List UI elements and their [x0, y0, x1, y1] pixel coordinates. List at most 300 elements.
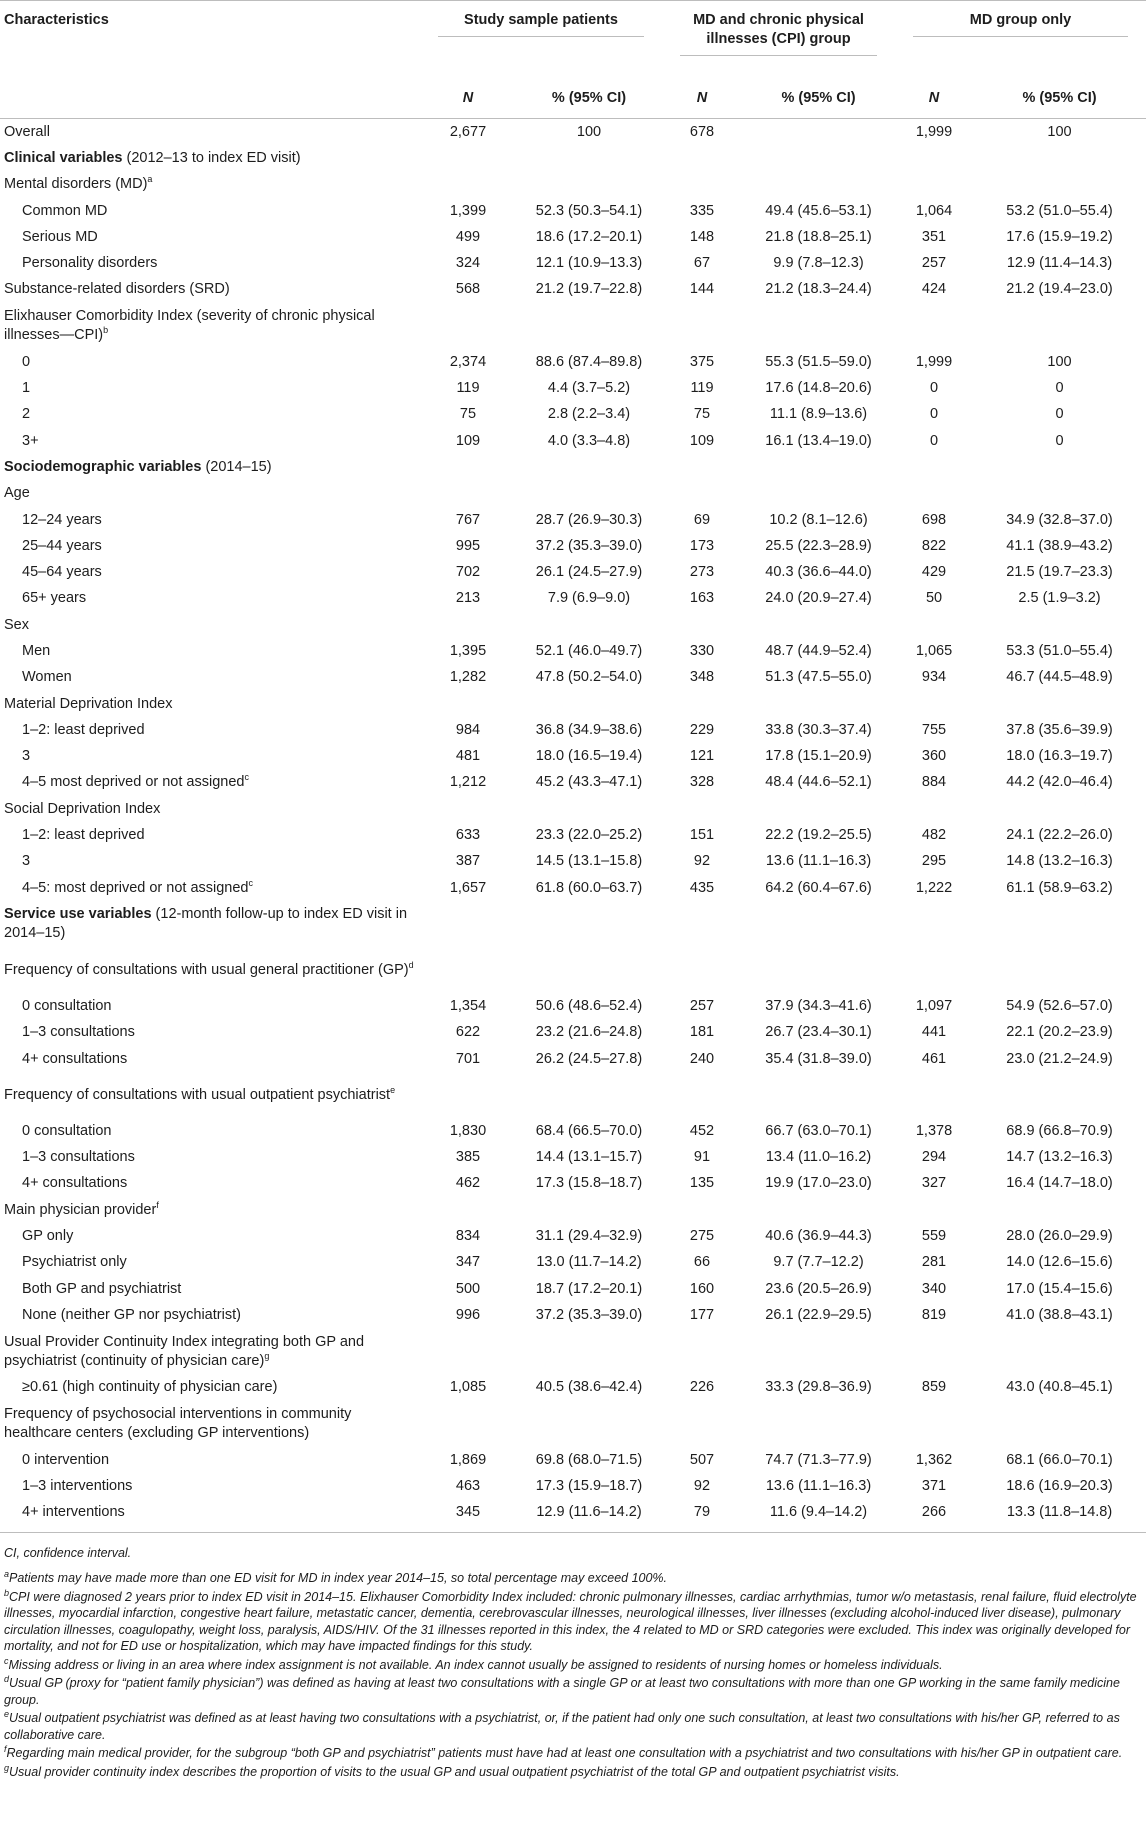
percent-cell: 40.5 (38.6–42.4): [535, 1379, 643, 1396]
count-cell: 0: [929, 406, 939, 423]
row-label: 4–5: most deprived or not assigned$^c$: [22, 877, 253, 896]
table-body: [0, 119, 1146, 1533]
percent-cell: 18.7 (17.2–20.1): [535, 1280, 643, 1297]
header-study-sample: Study sample patients: [420, 1, 662, 80]
count-cell: 387: [455, 853, 481, 870]
percent-cell: 17.0 (15.4–15.6): [1006, 1280, 1113, 1297]
percent-cell: 9.9 (7.8–12.3): [773, 255, 864, 272]
empty-cell: [420, 901, 516, 947]
percent-cell: 26.1 (24.5–27.9): [535, 564, 643, 581]
row-label: Overall: [4, 123, 50, 140]
count-cell: 348: [689, 669, 715, 686]
empty-cell: [662, 796, 742, 822]
table-row: [0, 1072, 1146, 1118]
empty-cell: [895, 1401, 973, 1447]
row-label: Usual Provider Continuity Index integrating both GP and psychiatrist (continuity of physician care)$^g$: [4, 1333, 365, 1369]
table-row: [0, 277, 1146, 303]
footnote: $^c$Missing address or living in an area where index assignment is not available. An index cannot usually be assigned to residents of nursing homes or homeless individuals.: [4, 1655, 943, 1672]
percent-cell: 88.6 (87.4–89.8): [535, 353, 643, 370]
table-row: [0, 1302, 1146, 1328]
percent-cell: 37.2 (35.3–39.0): [535, 537, 643, 554]
percent-cell: 21.8 (18.8–25.1): [765, 228, 872, 245]
footnote-marker: a: [4, 1569, 10, 1580]
table-row: [0, 198, 1146, 224]
percent-cell: 17.3 (15.9–18.7): [535, 1477, 643, 1494]
count-cell: 462: [455, 1175, 481, 1192]
empty-cell: [895, 612, 973, 638]
table-row: [0, 1473, 1146, 1499]
row-label: Women: [22, 669, 72, 686]
empty-cell: [973, 1329, 1146, 1375]
percent-cell: 74.7 (71.3–77.9): [765, 1451, 872, 1468]
count-cell: 324: [455, 255, 481, 272]
percent-cell: 4.0 (3.3–4.8): [547, 432, 631, 449]
table-row: [0, 349, 1146, 375]
table-row: [0, 250, 1146, 276]
percent-cell: 4.4 (3.7–5.2): [547, 380, 631, 397]
empty-cell: [420, 1329, 516, 1375]
count-cell: 1,657: [449, 879, 487, 896]
percent-cell: 52.3 (50.3–54.1): [535, 202, 643, 219]
count-cell: 66: [693, 1254, 711, 1271]
empty-cell: [742, 691, 895, 717]
row-label: Substance-related disorders (SRD): [4, 281, 230, 298]
row-label: Age: [4, 485, 30, 502]
percent-cell: 25.5 (22.3–28.9): [765, 537, 872, 554]
count-cell: 995: [455, 537, 481, 554]
percent-cell: 40.3 (36.6–44.0): [765, 564, 872, 581]
count-cell: 135: [689, 1175, 715, 1192]
count-cell: 702: [455, 564, 481, 581]
percent-cell: 16.4 (14.7–18.0): [1006, 1175, 1113, 1192]
row-label: 1–3 consultations: [22, 1149, 135, 1166]
empty-cell: [420, 303, 516, 349]
table-row: [0, 481, 1146, 507]
percent-cell: 26.1 (22.9–29.5): [765, 1306, 872, 1323]
percent-cell: 0: [1055, 380, 1064, 397]
count-cell: 375: [689, 353, 715, 370]
table-row: [0, 533, 1146, 559]
count-cell: 275: [689, 1228, 715, 1245]
count-cell: 984: [455, 721, 481, 738]
empty-cell: [895, 145, 973, 171]
row-label: Serious MD: [22, 228, 98, 245]
table-row: [0, 303, 1146, 349]
table-row: [0, 559, 1146, 585]
percent-cell: 14.0 (12.6–15.6): [1006, 1254, 1113, 1271]
table-row: [0, 665, 1146, 691]
percent-cell: 12.9 (11.6–14.2): [516, 1499, 662, 1532]
percent-cell: 48.4 (44.6–52.1): [765, 774, 872, 791]
count-cell: 568: [455, 281, 481, 298]
count-cell: 2,374: [449, 353, 487, 370]
footnote-marker: c: [4, 1655, 9, 1666]
count-cell: 2,677: [449, 123, 487, 140]
empty-cell: [516, 901, 662, 947]
count-cell: 1,282: [449, 669, 487, 686]
empty-cell: [662, 172, 742, 198]
percent-cell: 64.2 (60.4–67.6): [765, 879, 872, 896]
section-label: Service use variables (12-month follow-up to index ED visit in 2014–15): [4, 906, 408, 942]
header-empty: [0, 79, 420, 119]
row-label: 3+: [22, 432, 39, 449]
row-label: Frequency of psychosocial interventions in community healthcare centers (excluding GP interventions): [4, 1405, 352, 1441]
footnote-marker: f: [156, 1199, 159, 1210]
count-cell: 884: [921, 774, 947, 791]
percent-cell: 46.7 (44.5–48.9): [1006, 669, 1113, 686]
count-cell: 273: [689, 564, 715, 581]
table-row: [0, 947, 1146, 993]
empty-cell: [973, 172, 1146, 198]
empty-cell: [973, 303, 1146, 349]
row-label: Main physician provider$^f$: [4, 1199, 159, 1218]
empty-cell: [895, 481, 973, 507]
empty-cell: [973, 796, 1146, 822]
table-row: [0, 224, 1146, 250]
footnote: $^d$Usual GP (proxy for “patient family physician”) was defined as having at least two consultations with a single GP or at least two consultations with more than one GP working in the same family medicine group.: [4, 1674, 1120, 1707]
table-row: [0, 796, 1146, 822]
percent-cell: 13.4 (11.0–16.2): [765, 1149, 872, 1166]
percent-cell: 22.1 (20.2–23.9): [1006, 1024, 1113, 1041]
empty-cell: [895, 1072, 973, 1118]
empty-cell: [420, 1072, 516, 1118]
table-row: [0, 875, 1146, 901]
empty-cell: [662, 1401, 742, 1447]
table-row: [0, 1171, 1146, 1197]
empty-cell: [516, 1072, 662, 1118]
count-cell: 0: [929, 380, 939, 397]
percent-cell: 54.9 (52.6–57.0): [1006, 997, 1113, 1014]
row-label: Both GP and psychiatrist: [22, 1280, 182, 1297]
count-cell: 340: [921, 1280, 947, 1297]
empty-cell: [973, 612, 1146, 638]
header-n: N: [895, 79, 973, 119]
table-row: [0, 612, 1146, 638]
count-cell: 229: [689, 721, 715, 738]
row-label: 2: [22, 406, 31, 423]
empty-cell: [895, 303, 973, 349]
table-row: [0, 691, 1146, 717]
footnote-marker: f: [4, 1744, 7, 1755]
count-cell: 109: [689, 432, 715, 449]
row-label: Elixhauser Comorbidity Index (severity of chronic physical illnesses—CPI)$^b$: [4, 308, 375, 344]
empty-cell: [742, 947, 895, 993]
count-cell: 678: [689, 123, 715, 140]
empty-cell: [742, 612, 895, 638]
table-row: [0, 1046, 1146, 1072]
header-md-cpi-group: MD and chronic physical illnesses (CPI) group: [662, 1, 895, 80]
table-row: [0, 1250, 1146, 1276]
empty-cell: [516, 1329, 662, 1375]
percent-cell: 44.2 (42.0–46.4): [1006, 774, 1113, 791]
empty-cell: [516, 172, 662, 198]
empty-cell: [662, 691, 742, 717]
percent-cell: 2.5 (1.9–3.2): [1018, 590, 1101, 607]
count-cell: 1,999: [915, 123, 953, 140]
percent-cell: 14.4 (13.1–15.7): [535, 1149, 643, 1166]
percent-cell: 68.1 (66.0–70.1): [1006, 1451, 1113, 1468]
count-cell: 755: [921, 721, 947, 738]
count-cell: 79: [662, 1499, 742, 1532]
row-label: 3: [22, 853, 31, 870]
empty-cell: [742, 796, 895, 822]
count-cell: 1,064: [915, 202, 953, 219]
header-pct: % (95% CI): [516, 79, 662, 119]
count-cell: 463: [455, 1477, 481, 1494]
percent-cell: 17.6 (14.8–20.6): [765, 380, 872, 397]
count-cell: 1,085: [449, 1379, 487, 1396]
count-cell: 633: [455, 827, 481, 844]
empty-cell: [973, 1072, 1146, 1118]
percent-cell: 16.1 (13.4–19.0): [765, 432, 872, 449]
percent-cell: 100: [1047, 353, 1072, 370]
percent-cell: 37.8 (35.6–39.9): [1006, 721, 1113, 738]
percent-cell: 24.0 (20.9–27.4): [765, 590, 872, 607]
percent-cell: 24.1 (22.2–26.0): [1006, 827, 1113, 844]
empty-cell: [420, 454, 516, 480]
count-cell: 92: [693, 1477, 711, 1494]
count-cell: 177: [689, 1306, 715, 1323]
count-cell: 701: [455, 1050, 481, 1067]
count-cell: 559: [921, 1228, 947, 1245]
empty-cell: [742, 172, 895, 198]
table-row: [0, 1276, 1146, 1302]
row-label: Frequency of consultations with usual general practitioner (GP)$^d$: [4, 959, 414, 978]
percent-cell: 35.4 (31.8–39.0): [765, 1050, 872, 1067]
count-cell: 181: [689, 1024, 715, 1041]
empty-cell: [895, 947, 973, 993]
empty-cell: [662, 145, 742, 171]
row-label: 1–3 consultations: [22, 1024, 135, 1041]
count-cell: 144: [689, 281, 715, 298]
footnote: CI, confidence interval.: [4, 1545, 132, 1560]
percent-cell: 33.8 (30.3–37.4): [765, 721, 872, 738]
count-cell: 507: [689, 1451, 715, 1468]
count-cell: 1,395: [449, 642, 487, 659]
footnote-marker: g: [4, 1762, 10, 1773]
count-cell: 173: [689, 537, 715, 554]
count-cell: 461: [921, 1050, 947, 1067]
count-cell: 698: [921, 511, 947, 528]
count-cell: 1,222: [915, 879, 953, 896]
percent-cell: 14.8 (13.2–16.3): [1006, 853, 1113, 870]
percent-cell: 26.2 (24.5–27.8): [535, 1050, 643, 1067]
row-label: 4–5 most deprived or not assigned$^c$: [22, 772, 249, 791]
table-row: [0, 638, 1146, 664]
percent-cell: 11.6 (9.4–14.2): [742, 1499, 895, 1532]
count-cell: 385: [455, 1149, 481, 1166]
row-label: 12–24 years: [22, 511, 102, 528]
count-cell: 934: [921, 669, 947, 686]
count-cell: 834: [455, 1228, 481, 1245]
row-label: None (neither GP nor psychiatrist): [22, 1306, 241, 1323]
empty-cell: [516, 691, 662, 717]
count-cell: 622: [455, 1024, 481, 1041]
table-row: [0, 1145, 1146, 1171]
empty-cell: [516, 454, 662, 480]
percent-cell: 2.8 (2.2–3.4): [547, 406, 631, 423]
empty-cell: [420, 796, 516, 822]
percent-cell: 12.1 (10.9–13.3): [535, 255, 643, 272]
percent-cell: 13.6 (11.1–16.3): [765, 1477, 872, 1494]
percent-cell: 21.2 (19.7–22.8): [535, 281, 643, 298]
percent-cell: 68.9 (66.8–70.9): [1006, 1122, 1113, 1139]
empty-cell: [420, 145, 516, 171]
percent-cell: 21.2 (19.4–23.0): [1006, 281, 1113, 298]
count-cell: 1,869: [449, 1451, 487, 1468]
footnote-marker: d: [4, 1674, 10, 1685]
header-n: N: [662, 79, 742, 119]
empty-cell: [516, 1197, 662, 1223]
percent-cell: 14.7 (13.2–16.3): [1006, 1149, 1113, 1166]
footnote-marker: d: [408, 959, 414, 970]
row-label: 1–3 interventions: [22, 1477, 133, 1494]
row-label: 0 intervention: [22, 1451, 110, 1468]
empty-cell: [973, 1197, 1146, 1223]
count-cell: 1,354: [449, 997, 487, 1014]
count-cell: 69: [693, 511, 711, 528]
empty-cell: [516, 1401, 662, 1447]
row-label: 4+ interventions: [0, 1499, 420, 1532]
empty-cell: [420, 481, 516, 507]
percent-cell: 11.1 (8.9–13.6): [769, 406, 868, 423]
table-row: [0, 744, 1146, 770]
empty-cell: [662, 1072, 742, 1118]
row-label: 1–2: least deprived: [22, 827, 145, 844]
footnote: $^a$Patients may have made more than one ED visit for MD in index year 2014–15, so total percentage may exceed 100%.: [4, 1569, 668, 1586]
percent-cell: 0: [1055, 432, 1064, 449]
percent-cell: 18.6 (17.2–20.1): [535, 228, 643, 245]
footnote-marker: b: [103, 325, 109, 336]
empty-cell: [895, 691, 973, 717]
count-cell: 151: [689, 827, 715, 844]
empty-cell: [895, 1197, 973, 1223]
row-label: Sex: [4, 616, 29, 633]
header-md-only-group: MD group only: [895, 1, 1146, 80]
empty-cell: [973, 947, 1146, 993]
footnote-marker: g: [264, 1350, 270, 1361]
percent-cell: 13.3 (11.8–14.8): [973, 1499, 1146, 1532]
empty-cell: [420, 1197, 516, 1223]
count-cell: 500: [455, 1280, 481, 1297]
empty-cell: [742, 1197, 895, 1223]
count-cell: 822: [921, 537, 947, 554]
empty-cell: [895, 901, 973, 947]
count-cell: 859: [921, 1379, 947, 1396]
table-row: [0, 1499, 1146, 1532]
count-cell: 481: [455, 748, 481, 765]
empty-cell: [420, 947, 516, 993]
percent-cell: 21.2 (18.3–24.4): [765, 281, 872, 298]
percent-cell: 9.7 (7.7–12.2): [773, 1254, 864, 1271]
percent-cell: 45.2 (43.3–47.1): [535, 774, 643, 791]
count-cell: 91: [693, 1149, 711, 1166]
table-row: [0, 849, 1146, 875]
percent-cell: 43.0 (40.8–45.1): [1006, 1379, 1113, 1396]
empty-cell: [420, 612, 516, 638]
count-cell: 121: [689, 748, 715, 765]
count-cell: 499: [455, 228, 481, 245]
empty-cell: [662, 303, 742, 349]
count-cell: 351: [921, 228, 947, 245]
count-cell: 429: [921, 564, 947, 581]
percent-cell: 37.9 (34.3–41.6): [765, 997, 872, 1014]
table-row: [0, 454, 1146, 480]
percent-cell: 47.8 (50.2–54.0): [535, 669, 643, 686]
footnote: $^e$Usual outpatient psychiatrist was defined as at least having two consultations with a psychiatrist, or, if the patient had only one such consultation, at least two consultations with his/her GP, referred to as collaborative care.: [4, 1709, 1120, 1742]
count-cell: 441: [921, 1024, 947, 1041]
row-label: Frequency of consultations with usual outpatient psychiatrist$^e$: [4, 1084, 396, 1103]
empty-cell: [662, 1329, 742, 1375]
row-label: 25–44 years: [22, 537, 102, 554]
empty-cell: [895, 454, 973, 480]
row-label: 0 consultation: [22, 997, 112, 1014]
percent-cell: 50.6 (48.6–52.4): [535, 997, 643, 1014]
row-label: 1–2: least deprived: [22, 721, 145, 738]
percent-cell: 10.2 (8.1–12.6): [769, 511, 868, 528]
count-cell: 452: [689, 1122, 715, 1139]
percent-cell: 61.1 (58.9–63.2): [1006, 879, 1113, 896]
count-cell: 360: [921, 748, 947, 765]
count-cell: 266: [895, 1499, 973, 1532]
footnote: $^f$Regarding main medical provider, for the subgroup “both GP and psychiatrist” patients must have had at least one consultation with a psychiatrist and two consultations with his/her GP in outpatient care.: [4, 1744, 1123, 1761]
row-label: Personality disorders: [22, 255, 158, 272]
count-cell: 1,399: [449, 202, 487, 219]
empty-cell: [742, 454, 895, 480]
count-cell: 257: [689, 997, 715, 1014]
percent-cell: 55.3 (51.5–59.0): [765, 353, 872, 370]
percent-cell: 0: [1055, 406, 1064, 423]
row-label: ≥0.61 (high continuity of physician care): [22, 1379, 278, 1396]
percent-cell: 100: [1047, 123, 1072, 140]
table-row: [0, 770, 1146, 796]
empty-cell: [742, 1329, 895, 1375]
row-label: Men: [22, 642, 51, 659]
count-cell: 50: [925, 590, 943, 607]
percent-cell: 40.6 (36.9–44.3): [765, 1228, 872, 1245]
header-pct: % (95% CI): [973, 79, 1146, 119]
table-row: [0, 822, 1146, 848]
percent-cell: 37.2 (35.3–39.0): [535, 1306, 643, 1323]
percent-cell: 49.4 (45.6–53.1): [765, 202, 872, 219]
count-cell: 294: [921, 1149, 947, 1166]
count-cell: 435: [689, 879, 715, 896]
empty-cell: [973, 1401, 1146, 1447]
percent-cell: 23.0 (21.2–24.9): [1006, 1050, 1113, 1067]
empty-cell: [742, 303, 895, 349]
row-label: 4+ consultations: [22, 1175, 128, 1192]
table-row: [0, 1118, 1146, 1144]
empty-cell: [662, 454, 742, 480]
count-cell: 1,097: [915, 997, 953, 1014]
count-cell: 119: [690, 380, 714, 397]
empty-cell: [973, 691, 1146, 717]
percent-cell: 53.2 (51.0–55.4): [1006, 202, 1113, 219]
percent-cell: 41.1 (38.9–43.2): [1006, 537, 1113, 554]
row-label: 0: [22, 353, 31, 370]
row-label: 45–64 years: [22, 564, 102, 581]
empty-cell: [742, 901, 895, 947]
percent-cell: 22.2 (19.2–25.5): [765, 827, 872, 844]
count-cell: 75: [459, 406, 477, 423]
footnote-marker: e: [390, 1084, 396, 1095]
percent-cell: 13.6 (11.1–16.3): [765, 853, 872, 870]
empty-cell: [662, 481, 742, 507]
empty-cell: [516, 481, 662, 507]
row-label: 4+ consultations: [22, 1050, 128, 1067]
percent-cell: 34.9 (32.8–37.0): [1006, 511, 1113, 528]
header-pct: % (95% CI): [742, 79, 895, 119]
